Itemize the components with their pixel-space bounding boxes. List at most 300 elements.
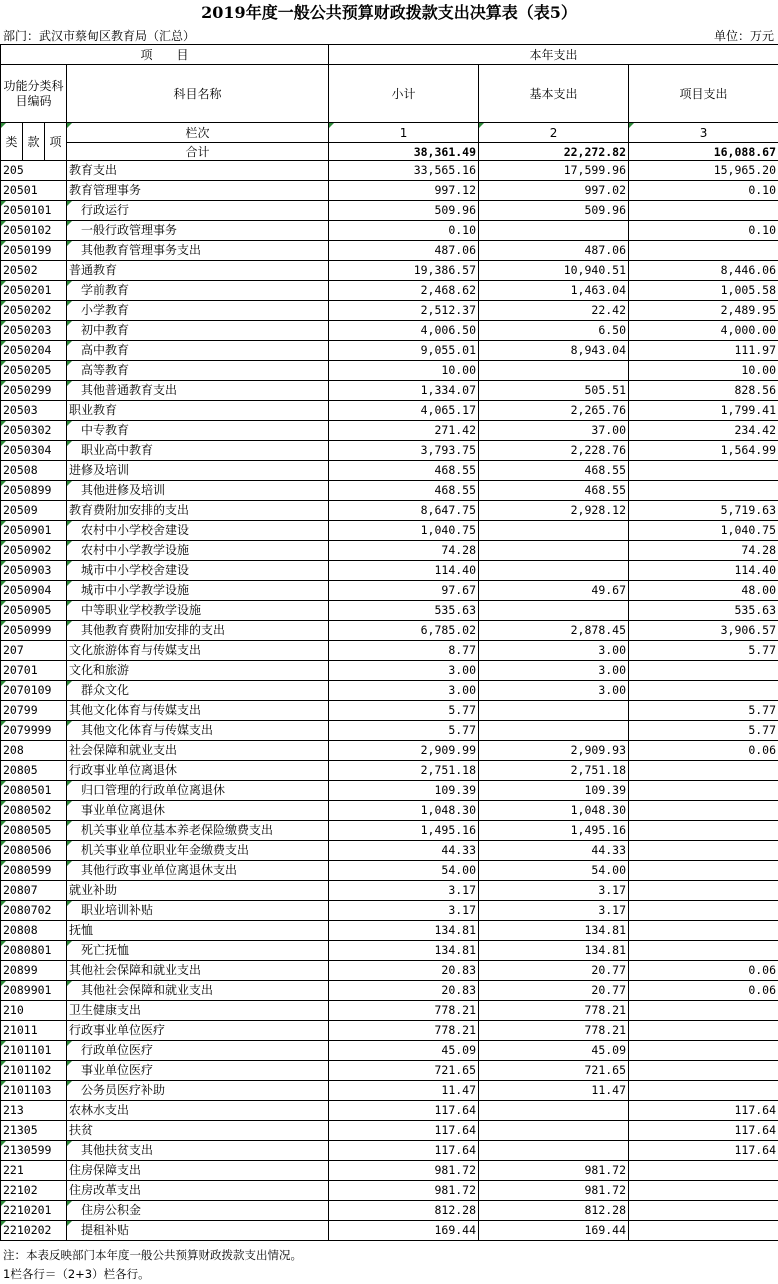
row-name: 其他进修及培训 (67, 481, 329, 501)
row-name: 社会保障和就业支出 (67, 741, 329, 761)
row-subtotal: 9,055.01 (329, 341, 479, 361)
row-basic: 37.00 (479, 421, 629, 441)
row-code: 2050102 (1, 221, 67, 241)
row-code: 2080502 (1, 801, 67, 821)
row-name: 行政事业单位离退休 (67, 761, 329, 781)
row-code: 213 (1, 1101, 67, 1121)
row-subtotal: 3.00 (329, 681, 479, 701)
table-row (1, 1141, 778, 1161)
row-basic (479, 221, 629, 241)
total-subtotal: 38,361.49 (329, 143, 479, 161)
expenditure-table (0, 44, 778, 1241)
row-project: 5,719.63 (629, 501, 778, 521)
row-code: 2101102 (1, 1061, 67, 1081)
row-code: 2101101 (1, 1041, 67, 1061)
table-row (1, 461, 778, 481)
row-basic (479, 561, 629, 581)
row-code: 2080505 (1, 821, 67, 841)
row-basic: 778.21 (479, 1001, 629, 1021)
table-row (1, 681, 778, 701)
table-row (1, 161, 778, 181)
row-name: 事业单位医疗 (67, 1061, 329, 1081)
row-code: 2050203 (1, 321, 67, 341)
row-name: 行政事业单位医疗 (67, 1021, 329, 1041)
row-subtotal: 2,512.37 (329, 301, 479, 321)
row-code: 207 (1, 641, 67, 661)
header-column-no: 栏次 (67, 123, 329, 143)
row-subtotal: 169.44 (329, 1221, 479, 1241)
footnote-1: 注：本表反映部门本年度一般公共预算财政拨款支出情况。 (3, 1248, 302, 1262)
row-name: 中专教育 (67, 421, 329, 441)
row-basic: 2,928.12 (479, 501, 629, 521)
row-basic: 49.67 (479, 581, 629, 601)
row-basic: 2,878.45 (479, 621, 629, 641)
row-name: 农林水支出 (67, 1101, 329, 1121)
header-func-code: 功能分类科目编码 (1, 65, 67, 123)
row-project (629, 901, 778, 921)
row-project (629, 461, 778, 481)
row-code: 2050902 (1, 541, 67, 561)
row-name: 卫生健康支出 (67, 1001, 329, 1021)
table-row (1, 841, 778, 861)
table-row (1, 821, 778, 841)
row-project: 1,040.75 (629, 521, 778, 541)
row-code: 2101103 (1, 1081, 67, 1101)
table-row (1, 761, 778, 781)
row-code: 2080702 (1, 901, 67, 921)
row-name: 其他扶贫支出 (67, 1141, 329, 1161)
row-subtotal: 997.12 (329, 181, 479, 201)
row-basic: 134.81 (479, 941, 629, 961)
row-name: 群众文化 (67, 681, 329, 701)
row-name: 事业单位离退休 (67, 801, 329, 821)
row-subtotal: 468.55 (329, 481, 479, 501)
row-code: 20501 (1, 181, 67, 201)
row-subtotal: 109.39 (329, 781, 479, 801)
row-name: 扶贫 (67, 1121, 329, 1141)
row-project (629, 1021, 778, 1041)
row-basic: 44.33 (479, 841, 629, 861)
table-row (1, 221, 778, 241)
row-basic: 778.21 (479, 1021, 629, 1041)
row-project: 4,000.00 (629, 321, 778, 341)
department-label: 部门：武汉市蔡甸区教育局（汇总） (3, 29, 196, 43)
row-subtotal: 812.28 (329, 1201, 479, 1221)
row-name: 其他文化体育与传媒支出 (67, 721, 329, 741)
row-project (629, 201, 778, 221)
row-subtotal: 19,386.57 (329, 261, 479, 281)
row-basic (479, 701, 629, 721)
row-subtotal: 4,065.17 (329, 401, 479, 421)
row-code: 20799 (1, 701, 67, 721)
row-code: 2079999 (1, 721, 67, 741)
row-subtotal: 3.00 (329, 661, 479, 681)
row-project (629, 761, 778, 781)
table-row (1, 621, 778, 641)
row-basic: 169.44 (479, 1221, 629, 1241)
row-subtotal: 117.64 (329, 1101, 479, 1121)
row-subtotal: 981.72 (329, 1161, 479, 1181)
row-project: 535.63 (629, 601, 778, 621)
row-name: 就业补助 (67, 881, 329, 901)
row-code: 21011 (1, 1021, 67, 1041)
table-row (1, 961, 778, 981)
footnote-2: 1栏各行＝（2+3）栏各行。 (3, 1267, 150, 1281)
row-name: 住房保障支出 (67, 1161, 329, 1181)
row-project: 74.28 (629, 541, 778, 561)
row-project (629, 821, 778, 841)
row-project (629, 881, 778, 901)
row-subtotal: 2,909.99 (329, 741, 479, 761)
row-code: 2050204 (1, 341, 67, 361)
row-project: 5.77 (629, 641, 778, 661)
table-row (1, 321, 778, 341)
row-basic: 134.81 (479, 921, 629, 941)
header-col1: 1 (329, 123, 479, 143)
row-code: 208 (1, 741, 67, 761)
row-basic (479, 1141, 629, 1161)
row-subtotal: 117.64 (329, 1121, 479, 1141)
table-row (1, 701, 778, 721)
row-name: 其他行政事业单位离退休支出 (67, 861, 329, 881)
table-row (1, 541, 778, 561)
row-basic: 997.02 (479, 181, 629, 201)
row-code: 2130599 (1, 1141, 67, 1161)
table-row (1, 901, 778, 921)
row-name: 提租补贴 (67, 1221, 329, 1241)
row-subtotal: 54.00 (329, 861, 479, 881)
row-code: 2050299 (1, 381, 67, 401)
table-row (1, 281, 778, 301)
row-code: 2050201 (1, 281, 67, 301)
row-subtotal: 0.10 (329, 221, 479, 241)
row-subtotal: 74.28 (329, 541, 479, 561)
row-code: 2080599 (1, 861, 67, 881)
table-row (1, 741, 778, 761)
header-current-year: 本年支出 (329, 45, 778, 65)
row-basic: 721.65 (479, 1061, 629, 1081)
row-code: 2050302 (1, 421, 67, 441)
row-basic: 8,943.04 (479, 341, 629, 361)
row-subtotal: 778.21 (329, 1001, 479, 1021)
row-code: 20899 (1, 961, 67, 981)
row-basic: 22.42 (479, 301, 629, 321)
row-project: 5.77 (629, 701, 778, 721)
row-subtotal: 778.21 (329, 1021, 479, 1041)
row-subtotal: 1,334.07 (329, 381, 479, 401)
row-name: 城市中小学教学设施 (67, 581, 329, 601)
row-basic: 6.50 (479, 321, 629, 341)
row-name: 职业教育 (67, 401, 329, 421)
row-project (629, 241, 778, 261)
row-name: 教育费附加安排的支出 (67, 501, 329, 521)
row-subtotal: 487.06 (329, 241, 479, 261)
table-row (1, 421, 778, 441)
total-label: 合计 (67, 143, 329, 161)
row-basic: 54.00 (479, 861, 629, 881)
row-subtotal: 3,793.75 (329, 441, 479, 461)
header-col3: 3 (629, 123, 778, 143)
row-subtotal: 3.17 (329, 881, 479, 901)
row-code: 2050999 (1, 621, 67, 641)
row-code: 2070109 (1, 681, 67, 701)
row-project: 117.64 (629, 1121, 778, 1141)
row-basic: 3.00 (479, 661, 629, 681)
row-project (629, 481, 778, 501)
header-basic: 基本支出 (479, 65, 629, 123)
row-name: 农村中小学教学设施 (67, 541, 329, 561)
row-subtotal: 10.00 (329, 361, 479, 381)
table-body (1, 161, 778, 1241)
table-row (1, 1161, 778, 1181)
header-project-exp: 项目支出 (629, 65, 778, 123)
table-row (1, 861, 778, 881)
row-name: 中等职业学校教学设施 (67, 601, 329, 621)
table-row (1, 981, 778, 1001)
row-basic: 981.72 (479, 1161, 629, 1181)
row-subtotal: 1,048.30 (329, 801, 479, 821)
row-project: 0.06 (629, 741, 778, 761)
row-subtotal: 3.17 (329, 901, 479, 921)
row-code: 20808 (1, 921, 67, 941)
row-subtotal: 5.77 (329, 721, 479, 741)
table-row (1, 1021, 778, 1041)
row-name: 归口管理的行政单位离退休 (67, 781, 329, 801)
row-subtotal: 44.33 (329, 841, 479, 861)
table-row (1, 261, 778, 281)
row-code: 2050101 (1, 201, 67, 221)
row-subtotal: 8,647.75 (329, 501, 479, 521)
row-name: 行政单位医疗 (67, 1041, 329, 1061)
table-row (1, 801, 778, 821)
row-name: 文化旅游体育与传媒支出 (67, 641, 329, 661)
row-subtotal: 20.83 (329, 961, 479, 981)
row-project: 1,005.58 (629, 281, 778, 301)
table-row (1, 641, 778, 661)
row-name: 住房公积金 (67, 1201, 329, 1221)
row-name: 教育支出 (67, 161, 329, 181)
row-name: 行政运行 (67, 201, 329, 221)
row-project: 1,564.99 (629, 441, 778, 461)
row-name: 普通教育 (67, 261, 329, 281)
table-row (1, 1041, 778, 1061)
table-row (1, 1081, 778, 1101)
table-row (1, 1221, 778, 1241)
row-basic: 17,599.96 (479, 161, 629, 181)
row-code: 2050304 (1, 441, 67, 461)
row-name: 城市中小学校舍建设 (67, 561, 329, 581)
row-code: 2050903 (1, 561, 67, 581)
row-project (629, 861, 778, 881)
row-project (629, 1161, 778, 1181)
page-title: 2019年度一般公共预算财政拨款支出决算表（表5） (201, 3, 577, 22)
row-subtotal: 509.96 (329, 201, 479, 221)
row-subtotal: 535.63 (329, 601, 479, 621)
row-basic (479, 1121, 629, 1141)
row-subtotal: 20.83 (329, 981, 479, 1001)
header-subtotal: 小计 (329, 65, 479, 123)
row-subtotal: 981.72 (329, 1181, 479, 1201)
row-basic: 2,228.76 (479, 441, 629, 461)
row-basic: 20.77 (479, 961, 629, 981)
header-kuan: 款 (23, 123, 45, 161)
row-project (629, 1041, 778, 1061)
row-name: 高等教育 (67, 361, 329, 381)
row-code: 22102 (1, 1181, 67, 1201)
table-row (1, 241, 778, 261)
row-subtotal: 8.77 (329, 641, 479, 661)
row-project: 2,489.95 (629, 301, 778, 321)
row-project: 114.40 (629, 561, 778, 581)
table-row (1, 581, 778, 601)
row-subtotal: 468.55 (329, 461, 479, 481)
row-subtotal: 117.64 (329, 1141, 479, 1161)
row-subtotal: 97.67 (329, 581, 479, 601)
header-col2: 2 (479, 123, 629, 143)
row-name: 其他教育费附加安排的支出 (67, 621, 329, 641)
row-basic: 1,048.30 (479, 801, 629, 821)
row-subtotal: 5.77 (329, 701, 479, 721)
row-name: 小学教育 (67, 301, 329, 321)
row-subtotal: 1,040.75 (329, 521, 479, 541)
total-project: 16,088.67 (629, 143, 778, 161)
row-basic: 2,909.93 (479, 741, 629, 761)
row-project (629, 941, 778, 961)
row-basic (479, 721, 629, 741)
row-name: 机关事业单位职业年金缴费支出 (67, 841, 329, 861)
row-project: 10.00 (629, 361, 778, 381)
row-basic: 109.39 (479, 781, 629, 801)
table-row (1, 1121, 778, 1141)
row-subtotal: 33,565.16 (329, 161, 479, 181)
row-subtotal: 721.65 (329, 1061, 479, 1081)
row-code: 2210201 (1, 1201, 67, 1221)
row-code: 20807 (1, 881, 67, 901)
total-basic: 22,272.82 (479, 143, 629, 161)
row-code: 2050904 (1, 581, 67, 601)
row-name: 其他普通教育支出 (67, 381, 329, 401)
table-row (1, 361, 778, 381)
row-basic: 487.06 (479, 241, 629, 261)
row-basic: 468.55 (479, 461, 629, 481)
row-project: 5.77 (629, 721, 778, 741)
row-code: 20701 (1, 661, 67, 681)
row-project: 3,906.57 (629, 621, 778, 641)
row-project: 828.56 (629, 381, 778, 401)
row-project: 117.64 (629, 1141, 778, 1161)
row-subtotal: 134.81 (329, 921, 479, 941)
table-row (1, 181, 778, 201)
row-project (629, 661, 778, 681)
row-basic: 812.28 (479, 1201, 629, 1221)
row-basic: 1,463.04 (479, 281, 629, 301)
table-row (1, 1201, 778, 1221)
row-basic (479, 521, 629, 541)
unit-label: 单位：万元 (713, 29, 774, 43)
row-code: 2080801 (1, 941, 67, 961)
row-code: 20503 (1, 401, 67, 421)
row-basic: 2,265.76 (479, 401, 629, 421)
row-project (629, 1061, 778, 1081)
row-project: 0.06 (629, 981, 778, 1001)
row-code: 2050205 (1, 361, 67, 381)
row-basic: 10,940.51 (479, 261, 629, 281)
row-basic: 11.47 (479, 1081, 629, 1101)
table-row (1, 481, 778, 501)
row-subtotal: 6,785.02 (329, 621, 479, 641)
table-row (1, 561, 778, 581)
row-basic (479, 1101, 629, 1121)
row-basic: 20.77 (479, 981, 629, 1001)
row-code: 205 (1, 161, 67, 181)
row-name: 学前教育 (67, 281, 329, 301)
row-project (629, 841, 778, 861)
row-name: 教育管理事务 (67, 181, 329, 201)
table-row (1, 1061, 778, 1081)
table-row (1, 921, 778, 941)
row-code: 20502 (1, 261, 67, 281)
table-row (1, 881, 778, 901)
row-basic: 45.09 (479, 1041, 629, 1061)
header-project: 项 目 (1, 45, 329, 65)
row-subtotal: 4,006.50 (329, 321, 479, 341)
row-code: 221 (1, 1161, 67, 1181)
table-row (1, 381, 778, 401)
row-subtotal: 45.09 (329, 1041, 479, 1061)
row-project (629, 1081, 778, 1101)
row-basic (479, 361, 629, 381)
row-name: 文化和旅游 (67, 661, 329, 681)
row-name: 职业高中教育 (67, 441, 329, 461)
row-code: 2050202 (1, 301, 67, 321)
row-basic: 3.00 (479, 641, 629, 661)
row-subtotal: 11.47 (329, 1081, 479, 1101)
row-name: 机关事业单位基本养老保险缴费支出 (67, 821, 329, 841)
row-project: 15,965.20 (629, 161, 778, 181)
row-project: 0.10 (629, 221, 778, 241)
table-row (1, 1101, 778, 1121)
row-project: 0.06 (629, 961, 778, 981)
row-subtotal: 134.81 (329, 941, 479, 961)
row-code: 2080501 (1, 781, 67, 801)
row-code: 2089901 (1, 981, 67, 1001)
row-project (629, 801, 778, 821)
table-row (1, 441, 778, 461)
row-name: 初中教育 (67, 321, 329, 341)
row-name: 其他社会保障和就业支出 (67, 961, 329, 981)
row-project (629, 921, 778, 941)
row-name: 高中教育 (67, 341, 329, 361)
row-basic: 3.17 (479, 901, 629, 921)
row-project (629, 1001, 778, 1021)
row-project: 234.42 (629, 421, 778, 441)
row-name: 死亡抚恤 (67, 941, 329, 961)
row-project (629, 1201, 778, 1221)
header-lei: 类 (1, 123, 23, 161)
row-basic: 981.72 (479, 1181, 629, 1201)
table-row (1, 781, 778, 801)
table-row (1, 341, 778, 361)
row-project (629, 1181, 778, 1201)
row-basic: 3.00 (479, 681, 629, 701)
row-project (629, 781, 778, 801)
row-basic: 509.96 (479, 201, 629, 221)
row-project: 111.97 (629, 341, 778, 361)
row-name: 其他教育管理事务支出 (67, 241, 329, 261)
row-project (629, 681, 778, 701)
table-row (1, 521, 778, 541)
row-subtotal: 2,468.62 (329, 281, 479, 301)
